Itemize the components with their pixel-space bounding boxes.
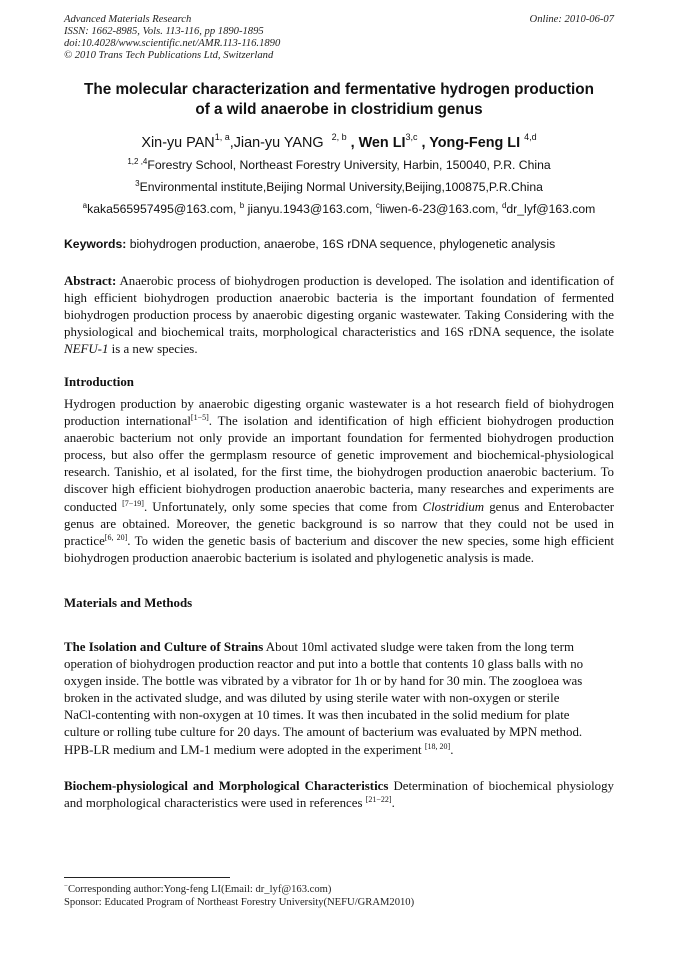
author-4-sup: 4,d (524, 132, 537, 142)
corresponding-footnote (64, 882, 331, 895)
isolation-line-1 (64, 639, 614, 656)
isolation-line-6: culture or rolling tube culture for 20 days. The amount of bacterium was evaluated by MPN method. (64, 725, 583, 740)
author-1-sup: 1, a (214, 132, 230, 142)
keywords-label: Keywords: (64, 237, 127, 251)
biochem-ref: [21−22] (365, 795, 392, 805)
isolation-line-7 (64, 742, 614, 759)
isolation-text-1: About 10ml activated sludge were taken from the long term (263, 640, 574, 654)
author-1: Xin-yu PAN (141, 135, 215, 151)
email-b-sup: b (239, 201, 245, 210)
biochem-paragraph (64, 778, 614, 812)
author-3: , Wen LI (350, 135, 406, 151)
email-b: jianyu.1943@163.com, (244, 202, 376, 216)
author-emails (64, 201, 614, 216)
author-2-sup: 2, b (331, 132, 347, 142)
biochem-end: . (391, 796, 395, 811)
journal-name: Advanced Materials Research (64, 14, 192, 25)
keywords (64, 237, 614, 251)
intro-genus: Clostridium (422, 499, 485, 514)
corresponding-text: Corresponding author:Yong-feng LI(Email: dr_lyf@163.com) (67, 884, 332, 895)
email-a-sup: a (82, 201, 88, 210)
isolation-line-2: operation of biohydrogen production reactor and put into a bottle that contents 10 glass balls with no (64, 657, 584, 672)
intro-text-1: Hydrogen production by anaerobic digesting organic wastewater is a hot research field of biohydrogen production international (64, 397, 614, 429)
affiliation-2-sup: 3 (135, 179, 140, 188)
affiliation-1-text: Forestry School, Northeast Forestry University, Harbin, 150040, P.R. China (147, 158, 551, 172)
intro-ref-1: [1−5] (190, 413, 209, 423)
email-c-sup: c (375, 201, 380, 210)
author-3-sup: 3,c (405, 132, 418, 142)
biochem-text: Determination of biochemical physiology and morphological characteristics were used in references (64, 779, 614, 811)
affiliation-1-sup: 1,2 ,4 (127, 157, 148, 166)
isolation-line-5: NaCl-contenting with non-oxygen at 10 times. It was then incubated in the solid medium for plate (64, 708, 570, 723)
intro-text-2: . The isolation and identification of high efficient biohydrogen production anaerobic bacterium not only provide an important foundation for fermented biohydrogen production process, but also offer the germplasm resource of genetic improvement and biochemical-physiological research. Tanishio, et al isolated, for the first time, the biohydrogen production anaerobic bacterium. To discover high efficient biohydrogen production anaerobic bacteria, many researches and experiments are conducted (64, 414, 614, 514)
email-d-sup: d (501, 201, 507, 210)
methods-heading: Materials and Methods (64, 596, 193, 610)
abstract-label: Abstract: (64, 274, 117, 288)
isolation-ref: [18, 20] (424, 741, 451, 751)
title-line-1: The molecular characterization and fermentative hydrogen production (84, 81, 594, 98)
isolate-name: NEFU-1 (64, 342, 109, 357)
isolation-text-7: HPB-LR medium and LM-1 medium were adopted in the experiment (64, 742, 425, 757)
intro-text-3: . Unfortunately, only some species that come from (143, 499, 423, 514)
journal-header (64, 14, 280, 62)
author-4: , Yong-Feng LI (421, 135, 521, 151)
intro-heading: Introduction (64, 375, 134, 389)
abstract (64, 273, 614, 358)
author-2: ,Jian-yu YANG (229, 135, 324, 151)
email-c: liwen-6-23@163.com, (379, 202, 502, 216)
issn-line: ISSN: 1662-8985, Vols. 113-116, pp 1890-1895 (64, 26, 264, 37)
online-date: Online: 2010-06-07 (529, 14, 614, 25)
author-list (64, 132, 614, 151)
isolation-heading: The Isolation and Culture of Strains (64, 640, 264, 654)
isolation-paragraph (64, 639, 614, 759)
isolation-end: . (450, 742, 454, 757)
affiliation-1 (64, 157, 614, 172)
intro-ref-2: [7−19] (122, 498, 144, 508)
affiliation-2-text: Environmental institute,Beijing Normal University,Beijing,100875,P.R.China (139, 180, 543, 194)
abstract-tail: is a new species. (108, 342, 198, 357)
doi-line: doi:10.4028/www.scientific.net/AMR.113-116.1890 (64, 38, 281, 49)
intro-text-4: genus and Enterobacter genus are obtained. Moreover, the genetic background is so narrow that they could not be used in practice (64, 499, 614, 548)
email-d: dr_lyf@163.com (506, 202, 596, 216)
footnote-rule (64, 877, 230, 878)
biochem-heading: Biochem-physiological and Morphological Characteristics (64, 779, 389, 793)
keywords-text: biohydrogen production, anaerobe, 16S rDNA sequence, phylogenetic analysis (126, 237, 556, 251)
title-line-2: of a wild anaerobe in clostridium genus (195, 101, 483, 118)
abstract-text: Anaerobic process of biohydrogen production is developed. The isolation and identification of high efficient biohydrogen production anaerobic bacteria is the important foundation of fermented biohydrogen production process by anaerobic digesting organic wastewater. Taking Considering with the physiological and biochemical traits, morphological characteristics and 16S rDNA sequence, the isolate (64, 274, 614, 340)
isolation-line-4: broken in the activated sludge, and was diluted by using sterile water with non-oxygen or sterile (64, 691, 560, 706)
paper-title (64, 80, 614, 120)
intro-paragraph (64, 396, 614, 567)
sponsor-footnote: Sponsor: Educated Program of Northeast Forestry University(NEFU/GRAM2010) (64, 897, 415, 908)
intro-ref-3: [6, 20] (104, 532, 128, 542)
footnote-mark: − (64, 882, 68, 890)
email-a: kaka565957495@163.com, (87, 202, 240, 216)
affiliation-2 (64, 179, 614, 194)
isolation-line-3: oxygen inside. The bottle was vibrated by a vibrator for 1h or by hand for 30 min. The zoogloea was (64, 674, 583, 689)
copyright-line: © 2010 Trans Tech Publications Ltd, Switzerland (64, 50, 274, 61)
intro-text-5: . To widen the genetic basis of bacterium and discover the new species, some high efficient biohydrogen production anaerobic bacterium is isolated and phylogenetic analysis is made. (64, 533, 615, 565)
